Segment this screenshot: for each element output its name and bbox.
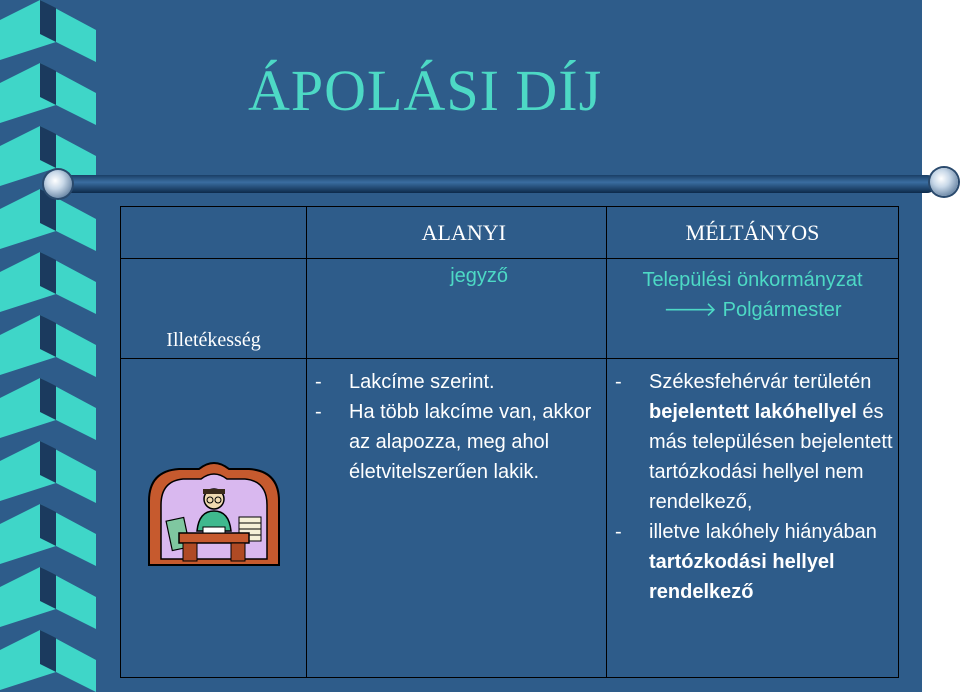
- list-item-text: Lakcíme szerint.: [349, 371, 495, 393]
- row-label-illetekesseg: Illetékesség: [121, 259, 307, 359]
- list-item-text: [649, 367, 898, 517]
- table-row: [121, 359, 899, 678]
- list-item: [315, 397, 606, 487]
- text-segment: és más településen bejelentett tartózkodási hellyel nem rendelkező,: [649, 401, 893, 513]
- list-dash: -: [315, 401, 322, 423]
- list-dash: -: [615, 521, 622, 543]
- meltanyos-authority-line1: Települési önkormányzat: [642, 269, 863, 291]
- header-alanyi: ALANYI: [307, 207, 607, 259]
- meltanyos-authority: [607, 259, 899, 359]
- illustration-cell: [121, 359, 307, 678]
- slide-title: ÁPOLÁSI DÍJ: [248, 58, 603, 123]
- header-meltanyos: MÉLTÁNYOS: [607, 207, 899, 259]
- text-segment: Székesfehérvár területén: [649, 371, 872, 393]
- meltanyos-authority-line2: [607, 295, 898, 325]
- bold-segment: bejelentett lakóhellyel: [649, 401, 857, 423]
- ribbon-decoration: [0, 0, 110, 692]
- list-item-text: [649, 517, 898, 607]
- clerk-at-desk-illustration: [139, 461, 289, 571]
- table-row: [121, 259, 899, 359]
- list-dash: -: [315, 371, 322, 393]
- title-underline-bar: [56, 175, 936, 193]
- list-item: [615, 517, 898, 607]
- alanyi-conditions: [307, 359, 607, 678]
- list-item-text: Ha több lakcíme van, akkor az alapozza, meg ahol életvitelszerűen lakik.: [349, 401, 592, 483]
- list-item: [315, 367, 606, 397]
- text-segment: illetve lakóhely hiányában: [649, 521, 877, 543]
- meltanyos-authority-line2-text: Polgármester: [722, 299, 842, 321]
- bold-segment: tartózkodási hellyel rendelkező: [649, 551, 835, 603]
- bar-knob-left: [44, 170, 72, 198]
- list-item: [615, 367, 898, 517]
- eligibility-table: [120, 206, 899, 678]
- right-margin: [922, 0, 960, 692]
- right-arrow-icon: 🡒: [663, 299, 718, 321]
- meltanyos-conditions: [607, 359, 899, 678]
- list-dash: -: [615, 371, 622, 393]
- table-header-row: [121, 207, 899, 259]
- header-empty-cell: [121, 207, 307, 259]
- bar-knob-right: [930, 168, 958, 196]
- alanyi-authority: jegyző: [307, 259, 607, 359]
